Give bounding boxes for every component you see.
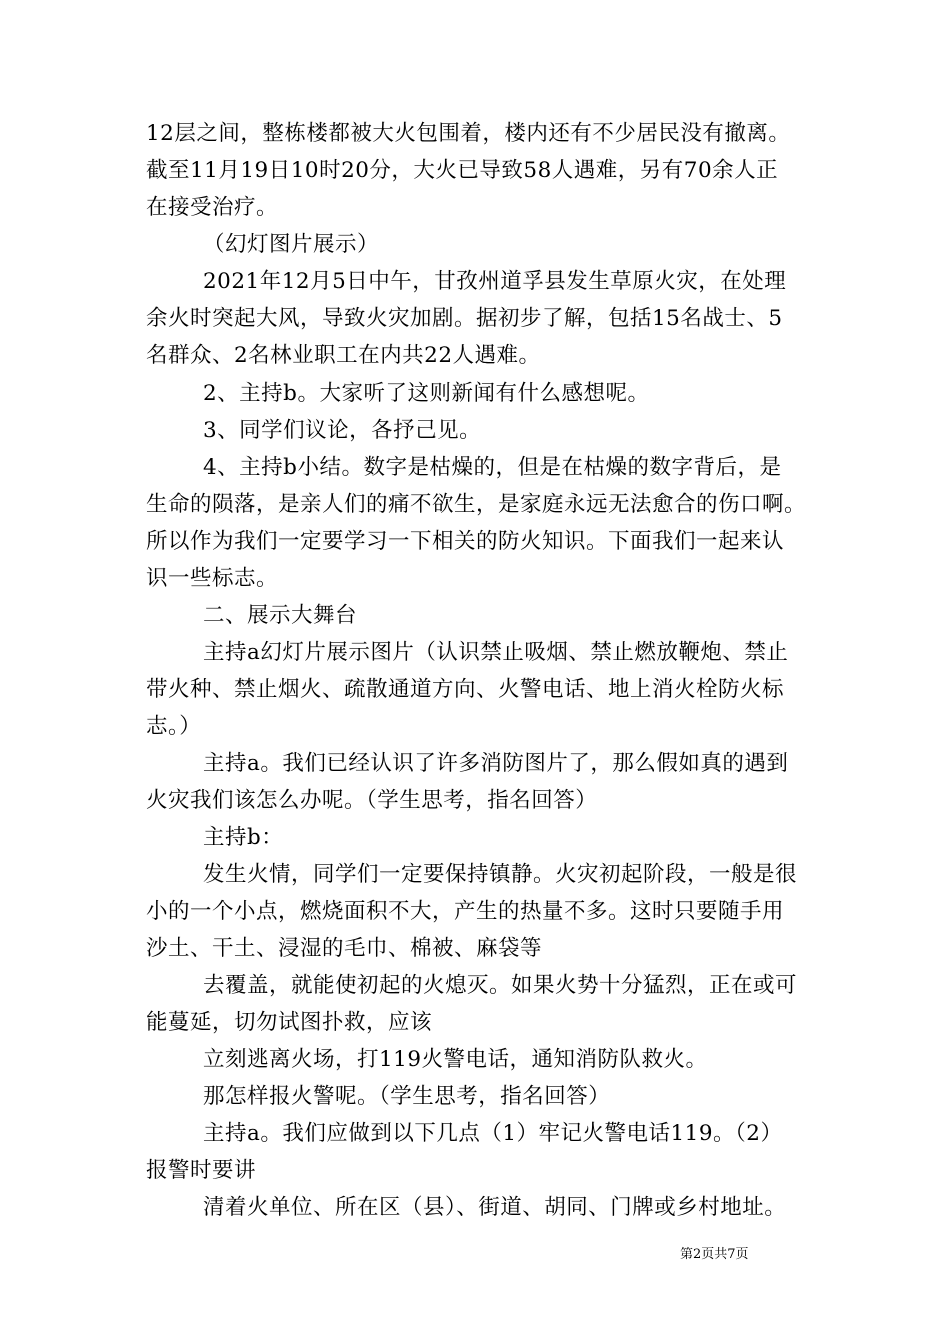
- text-line: 主持a。我们应做到以下几点（1）牢记火警电话119。（2）: [203, 1121, 783, 1146]
- text-line: 2021年12月5日中午，甘孜州道孚县发生草原火灾，在处理: [203, 269, 787, 294]
- text-line: 12层之间，整栋楼都被大火包围着，楼内还有不少居民没有撤离。: [146, 121, 791, 146]
- text-line: 主持b：: [203, 825, 284, 850]
- text-line: 清着火单位、所在区（县）、街道、胡同、门牌或乡村地址。: [203, 1195, 787, 1220]
- text-line: 报警时要讲: [146, 1158, 257, 1183]
- text-line: 火灾我们该怎么办呢。（学生思考，指名回答）: [146, 788, 598, 813]
- text-line: 3、同学们议论，各抒己见。: [203, 418, 482, 443]
- text-line: 识一些标志。: [146, 566, 279, 591]
- text-line: 生命的陨落，是亲人们的痛不欲生，是家庭永远无法愈合的伤口啊。: [146, 492, 807, 517]
- text-line: 主持a幻灯片展示图片（认识禁止吸烟、禁止燃放鞭炮、禁止: [203, 640, 789, 665]
- section-heading: 二、展示大舞台: [203, 603, 358, 628]
- text-line: （幻灯图片展示）: [203, 232, 380, 257]
- text-line: 沙土、干土、浸湿的毛巾、棉被、麻袋等: [146, 936, 543, 961]
- text-line: 主持a。我们已经认识了许多消防图片了，那么假如真的遇到: [203, 751, 789, 776]
- text-line: 名群众、2名林业职工在内共22人遇难。: [146, 343, 541, 368]
- text-line: 2、主持b。大家听了这则新闻有什么感想呢。: [203, 381, 650, 406]
- text-line: 截至11月19日10时20分，大火已导致58人遇难，另有70余人正: [146, 158, 779, 183]
- text-line: 在接受治疗。: [146, 195, 279, 220]
- text-line: 所以作为我们一定要学习一下相关的防火知识。下面我们一起来认: [146, 529, 785, 554]
- text-line: 能蔓延，切勿试图扑救，应该: [146, 1010, 433, 1035]
- text-line: 去覆盖，就能使初起的火熄灭。如果火势十分猛烈，正在或可: [203, 973, 798, 998]
- text-line: 发生火情，同学们一定要保持镇静。火灾初起阶段，一般是很: [203, 862, 798, 887]
- text-line: 带火种、禁止烟火、疏散通道方向、火警电话、地上消火栓防火标: [146, 677, 785, 702]
- text-line: 余火时突起大风，导致火灾加剧。据初步了解，包括15名战士、5: [146, 306, 783, 331]
- text-line: 4、主持b小结。数字是枯燥的，但是在枯燥的数字背后，是: [203, 455, 782, 480]
- page-number: 第2页共7页: [680, 1247, 749, 1262]
- text-line: 志。）: [146, 714, 202, 739]
- text-line: 小的一个小点，燃烧面积不大，产生的热量不多。这时只要随手用: [146, 899, 785, 924]
- text-line: 那怎样报火警呢。（学生思考，指名回答）: [203, 1084, 611, 1109]
- text-line: 立刻逃离火场，打119火警电话，通知消防队救火。: [203, 1047, 708, 1072]
